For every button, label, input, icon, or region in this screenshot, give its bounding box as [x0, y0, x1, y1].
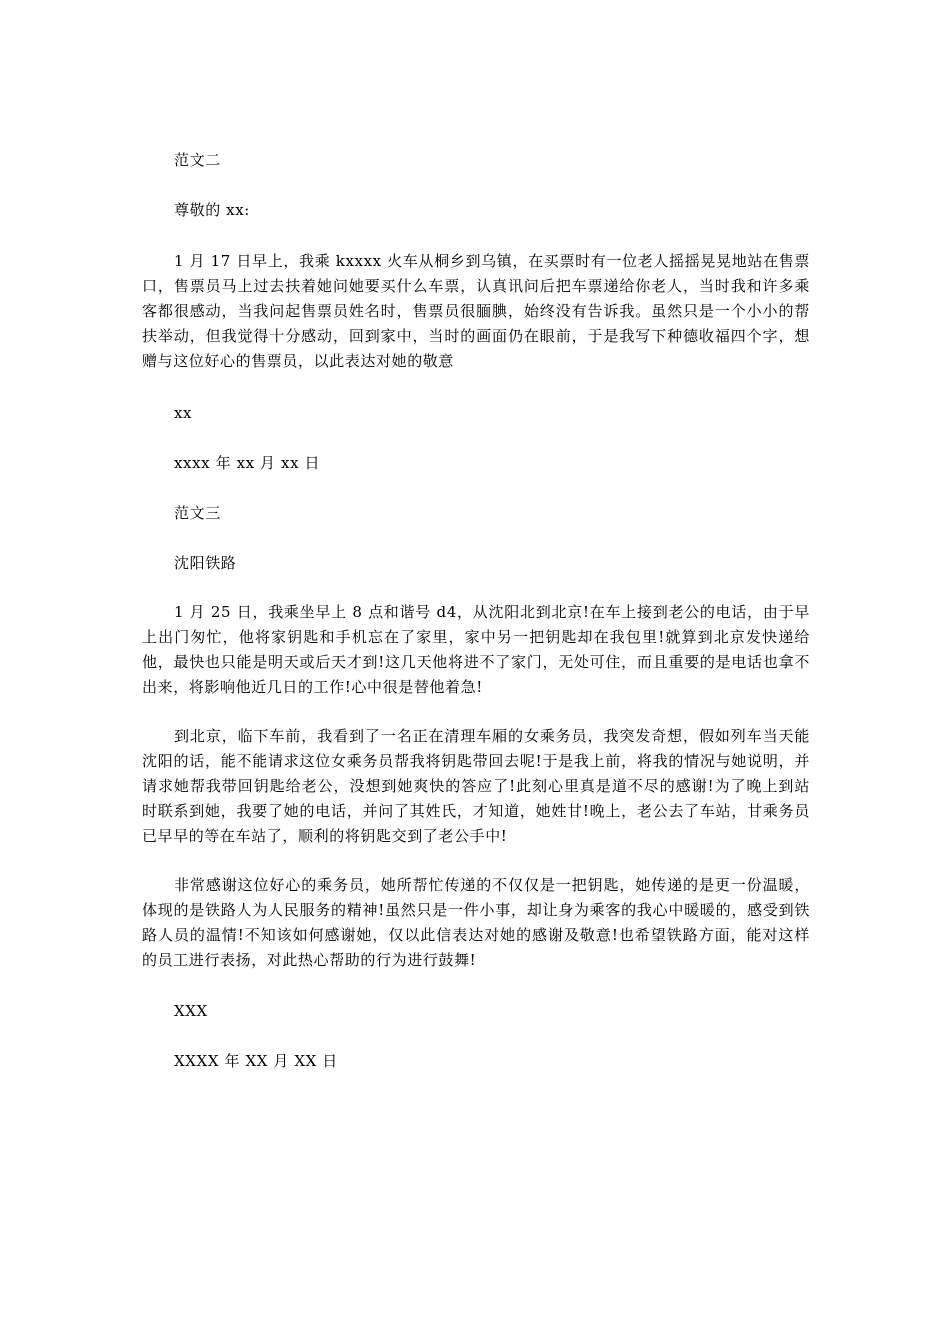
signature-sample-3: XXX: [174, 1002, 208, 1020]
heading-sample-2: 范文二: [174, 151, 221, 169]
date-sample-2: xxxx 年 xx 月 xx 日: [174, 454, 321, 472]
body-paragraph-sample-3-3: 非常感谢这位好心的乘务员，她所帮忙传递的不仅仅是一把钥匙，她传递的是更一份温暖，体现的是铁路人为人民服务的精神!虽然只是一件小事，却让身为乘客的我心中暖暖的，感受到铁路人员的温情!不知该如何感谢她，仅以此信表达对她的感谢及敬意!也希望铁路方面，能对这样的员工进行表扬，对此热心帮助的行为进行鼓舞!: [142, 876, 810, 969]
body-paragraph-sample-2: 1 月 17 日早上，我乘 kxxxx 火车从桐乡到乌镇，在买票时有一位老人摇摇晃晃地站在售票口，售票员马上过去扶着她问她要买什么车票，认真讯问后把车票递给你老人，当时我和许多乘客都很感动，当我问起售票员姓名时，售票员很腼腆，始终没有告诉我。虽然只是一个小小的帮扶举动，但我觉得十分感动，回到家中，当时的画面仍在眼前，于是我写下种德收福四个字，想赠与这位好心的售票员，以此表达对她的敬意: [142, 252, 810, 370]
salutation-sample-3: 沈阳铁路: [174, 554, 237, 572]
salutation-sample-2: 尊敬的 xx:: [174, 201, 250, 219]
body-paragraph-sample-3-1: 1 月 25 日，我乘坐早上 8 点和谐号 d4，从沈阳北到北京!在车上接到老公的电话，由于早上出门匆忙，他将家钥匙和手机忘在了家里，家中另一把钥匙却在我包里!就算到北京发快递给他，最快也只能是明天或后天才到!这几天他将进不了家门，无处可住，而且重要的是电话也拿不出来，将影响他近几日的工作!心中很是替他着急!: [142, 603, 810, 696]
body-paragraph-sample-3-2: 到北京，临下车前，我看到了一名正在清理车厢的女乘务员，我突发奇想，假如列车当天能沈阳的话，能不能请求这位女乘务员帮我将钥匙带回去呢!于是我上前，将我的情况与她说明，并请求她帮我带回钥匙给老公，没想到她爽快的答应了!此刻心里真是道不尽的感谢!为了晚上到站时联系到她，我要了她的电话，并问了其姓氏，才知道，她姓甘!晚上，老公去了车站，甘乘务员已早早的等在车站了，顺利的将钥匙交到了老公手中!: [142, 727, 810, 845]
signature-sample-2: xx: [174, 404, 193, 422]
heading-sample-3: 范文三: [174, 504, 221, 522]
date-sample-3: XXXX 年 XX 月 XX 日: [174, 1052, 338, 1070]
